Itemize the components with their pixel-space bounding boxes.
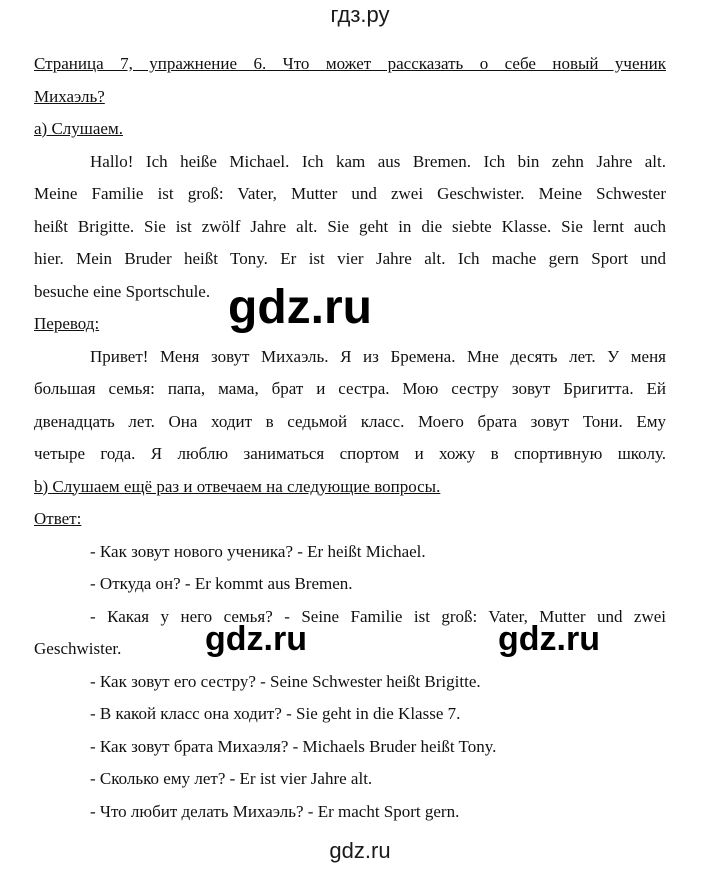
german-text-line: Meine Familie ist groß: Vater, Mutter und zwei Geschwister. Meine Schwester	[34, 184, 666, 203]
german-text-line: besuche eine Sportschule.	[34, 281, 211, 301]
section-b-heading: b) Слушаем ещё раз и отвечаем на следующие вопросы.	[34, 476, 441, 496]
german-text-line: heißt Brigitte. Sie ist zwölf Jahre alt. Sie geht in die siebte Klasse. Sie lernt auch	[34, 216, 666, 236]
exercise-title-line-2: Михаэль?	[34, 86, 105, 106]
qa-line: - Откуда он? - Er kommt aus Bremen.	[90, 574, 353, 593]
watermark: gdz.ru	[498, 620, 600, 658]
translation-text-line: четыре года. Я люблю заниматься спортом и хожу в спортивную школу.	[34, 444, 666, 463]
translation-heading: Перевод:	[34, 314, 100, 333]
qa-line: - Как зовут нового ученика? - Er heißt Michael.	[90, 541, 426, 561]
exercise-title-line-1: Страница 7, упражнение 6. Что может рассказать о себе новый ученик	[34, 54, 666, 73]
german-text-line: Hallo! Ich heiße Michael. Ich kam aus Bremen. Ich bin zehn Jahre alt.	[90, 151, 666, 171]
document-body	[34, 48, 666, 828]
site-footer: gdz.ru	[329, 838, 391, 863]
watermark: gdz.ru	[205, 620, 307, 658]
qa-line: - В какой класс она ходит? - Sie geht in die Klasse 7.	[90, 704, 461, 723]
translation-text-line: большая семья: папа, мама, брат и сестра. Мою сестру зовут Бригитта. Ей	[34, 379, 666, 398]
watermark: gdz.ru	[228, 281, 372, 334]
qa-line-continuation: Geschwister.	[34, 639, 122, 658]
qa-line: - Как зовут брата Михаэля? - Michaels Bruder heißt Tony.	[90, 736, 497, 756]
site-header: гдз.ру	[330, 2, 390, 27]
translation-text-line: двенадцать лет. Она ходит в седьмой класс. Моего брата зовут Тони. Ему	[34, 411, 666, 431]
qa-line: - Сколько ему лет? - Er ist vier Jahre alt.	[90, 769, 373, 788]
qa-line: - Какая у него семья? - Seine Familie ist groß: Vater, Mutter und zwei	[90, 606, 666, 626]
translation-text-line: Привет! Меня зовут Михаэль. Я из Бремена. Мне десять лет. У меня	[90, 346, 666, 366]
qa-line: - Как зовут его сестру? - Seine Schwester heißt Brigitte.	[90, 671, 481, 691]
german-text-line: hier. Mein Bruder heißt Tony. Er ist vier Jahre alt. Ich mache gern Sport und	[34, 249, 666, 268]
qa-line: - Что любит делать Михаэль? - Er macht Sport gern.	[90, 801, 460, 821]
section-a-heading: а) Слушаем.	[34, 119, 123, 138]
answer-label: Ответ:	[34, 509, 82, 528]
